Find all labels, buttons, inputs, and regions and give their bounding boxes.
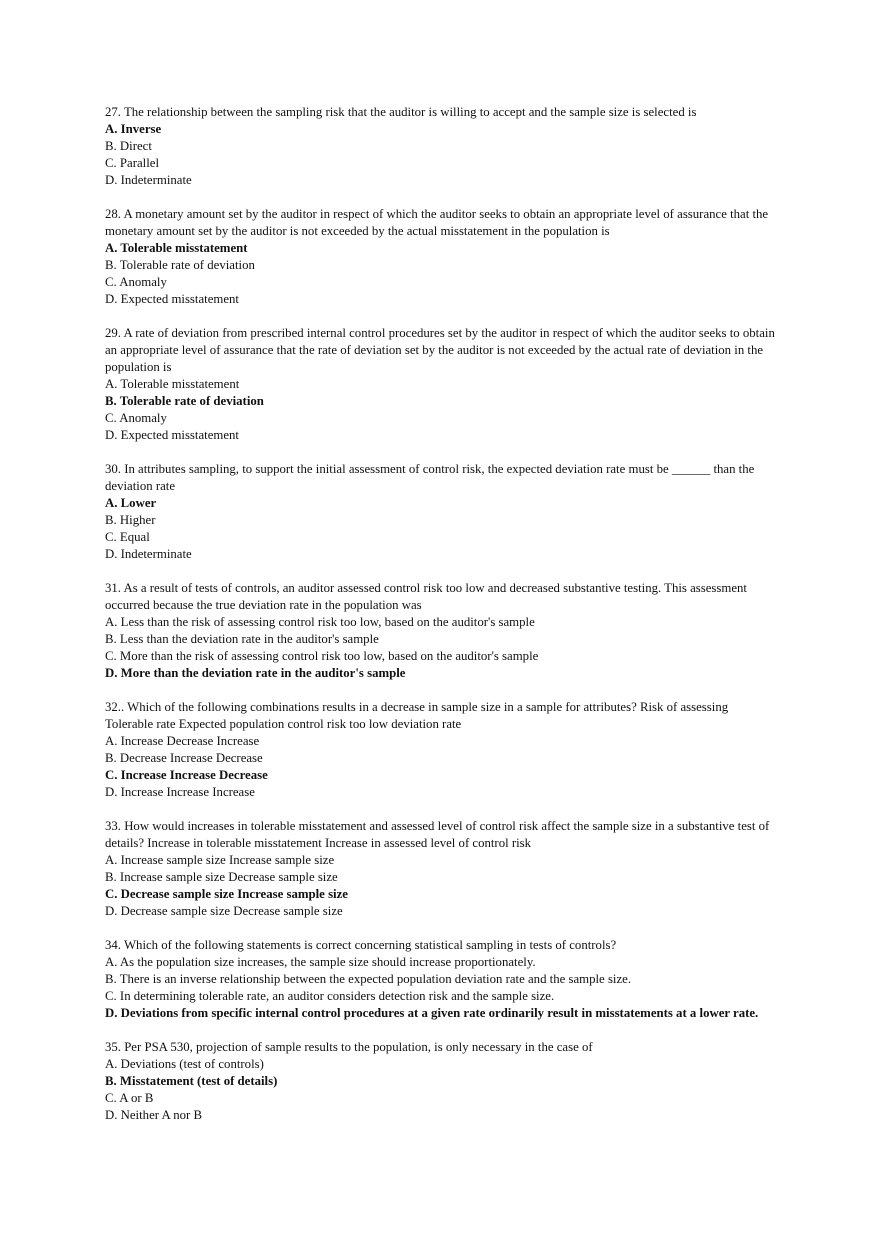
answer-option-correct: B. Misstatement (test of details) bbox=[105, 1074, 278, 1088]
question-stem: 30. In attributes sampling, to support the initial assessment of control risk, the expected deviation rate must be ______ than the deviation rate bbox=[105, 462, 755, 493]
answer-option: D. Indeterminate bbox=[105, 547, 192, 561]
answer-option-correct: A. Lower bbox=[105, 496, 157, 510]
answer-option-correct: A. Inverse bbox=[105, 122, 162, 136]
answer-option-correct: D. Deviations from specific internal control procedures at a given rate ordinarily result in misstatements at a lower rate. bbox=[105, 1006, 759, 1020]
answer-option: A. Less than the risk of assessing control risk too low, based on the auditor's sample bbox=[105, 615, 535, 629]
answer-option: B. Direct bbox=[105, 139, 152, 153]
question-31 bbox=[105, 580, 777, 682]
answer-option: C. More than the risk of assessing control risk too low, based on the auditor's sample bbox=[105, 649, 539, 663]
answer-option: A. Increase sample size Increase sample size bbox=[105, 853, 335, 867]
question-stem: 28. A monetary amount set by the auditor in respect of which the auditor seeks to obtain an appropriate level of assurance that the monetary amount set by the auditor is not exceeded by the actual misstatement in the population is bbox=[105, 207, 769, 238]
question-35 bbox=[105, 1039, 777, 1124]
question-stem: 31. As a result of tests of controls, an auditor assessed control risk too low and decreased substantive testing. This assessment occurred because the true deviation rate in the population was bbox=[105, 581, 747, 612]
answer-option: C. Anomaly bbox=[105, 411, 167, 425]
answer-option: D. Increase Increase Increase bbox=[105, 785, 255, 799]
answer-option-correct: C. Decrease sample size Increase sample size bbox=[105, 887, 348, 901]
question-stem: 33. How would increases in tolerable misstatement and assessed level of control risk affect the sample size in a substantive test of details? Increase in tolerable misstatement Increase in assessed level of control risk bbox=[105, 819, 770, 850]
answer-option: C. Equal bbox=[105, 530, 150, 544]
answer-option: A. As the population size increases, the sample size should increase proportionately. bbox=[105, 955, 536, 969]
question-stem: 34. Which of the following statements is correct concerning statistical sampling in tests of controls? bbox=[105, 938, 617, 952]
answer-option: B. There is an inverse relationship between the expected population deviation rate and the sample size. bbox=[105, 972, 632, 986]
answer-option-correct: A. Tolerable misstatement bbox=[105, 241, 248, 255]
answer-option: D. Decrease sample size Decrease sample size bbox=[105, 904, 343, 918]
question-stem: 29. A rate of deviation from prescribed internal control procedures set by the auditor in respect of which the auditor seeks to obtain an appropriate level of assurance that the rate of deviation set by the auditor is not exceeded by the actual rate of deviation in the population is bbox=[105, 326, 775, 374]
answer-option-correct: B. Tolerable rate of deviation bbox=[105, 394, 264, 408]
question-stem: 32.. Which of the following combinations results in a decrease in sample size in a sample for attributes? Risk of assessing Tolerable rate Expected population control risk too low deviation rate bbox=[105, 700, 729, 731]
question-28 bbox=[105, 206, 777, 308]
document-body bbox=[105, 104, 777, 1141]
question-27 bbox=[105, 104, 777, 189]
question-stem: 27. The relationship between the sampling risk that the auditor is willing to accept and the sample size is selected is bbox=[105, 105, 697, 119]
answer-option: B. Tolerable rate of deviation bbox=[105, 258, 255, 272]
answer-option: A. Deviations (test of controls) bbox=[105, 1057, 264, 1071]
answer-option-correct: D. More than the deviation rate in the auditor's sample bbox=[105, 666, 406, 680]
answer-option: D. Neither A nor B bbox=[105, 1108, 203, 1122]
answer-option: B. Less than the deviation rate in the auditor's sample bbox=[105, 632, 379, 646]
answer-option: C. In determining tolerable rate, an auditor considers detection risk and the sample size. bbox=[105, 989, 555, 1003]
question-30 bbox=[105, 461, 777, 563]
answer-option: D. Expected misstatement bbox=[105, 428, 239, 442]
answer-option-correct: C. Increase Increase Decrease bbox=[105, 768, 268, 782]
question-29 bbox=[105, 325, 777, 444]
answer-option: C. A or B bbox=[105, 1091, 154, 1105]
answer-option: B. Increase sample size Decrease sample size bbox=[105, 870, 338, 884]
question-stem: 35. Per PSA 530, projection of sample results to the population, is only necessary in the case of bbox=[105, 1040, 593, 1054]
answer-option: D. Expected misstatement bbox=[105, 292, 239, 306]
answer-option: A. Increase Decrease Increase bbox=[105, 734, 260, 748]
answer-option: B. Decrease Increase Decrease bbox=[105, 751, 263, 765]
answer-option: B. Higher bbox=[105, 513, 156, 527]
answer-option: A. Tolerable misstatement bbox=[105, 377, 240, 391]
answer-option: C. Anomaly bbox=[105, 275, 167, 289]
question-34 bbox=[105, 937, 777, 1022]
answer-option: C. Parallel bbox=[105, 156, 160, 170]
question-32 bbox=[105, 699, 777, 801]
answer-option: D. Indeterminate bbox=[105, 173, 192, 187]
question-33 bbox=[105, 818, 777, 920]
